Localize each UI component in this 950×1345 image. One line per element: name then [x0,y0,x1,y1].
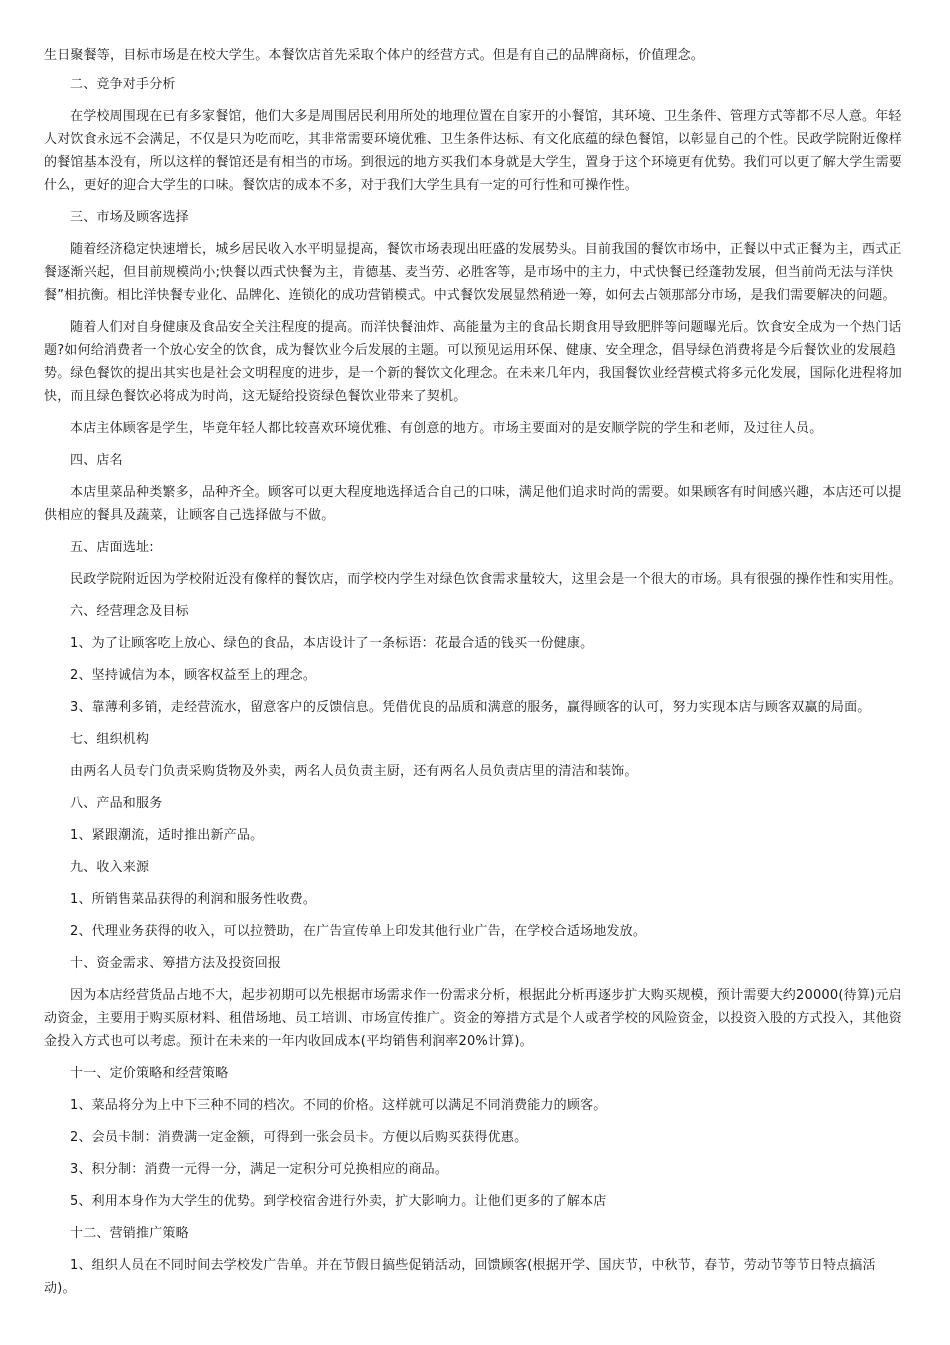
section-heading-organization: 七、组织机构 [70,732,150,747]
section-heading-marketing: 十二、营销推广策略 [70,1226,189,1241]
list-item-pricing-3: 3、积分制：消费一元得一分，满足一定积分可兑换相应的商品。 [70,1162,449,1177]
list-item-pricing-5: 5、利用本身作为大学生的优势。到学校宿舍进行外卖，扩大影响力。让他们更多的了解本店 [70,1194,607,1209]
section-heading-products: 八、产品和服务 [70,796,163,811]
section-heading-location: 五、店面选址: [70,540,154,555]
paragraph-main-customers: 本店主体顾客是学生，毕竟年轻人都比较喜欢环境优雅、有创意的地方。市场主要面对的是安顺学院的学生和老师，及过往人员。 [70,421,823,436]
section-heading-competitor-analysis: 二、竞争对手分析 [70,77,176,92]
list-item-philosophy-2: 2、坚持诚信为本，顾客权益至上的理念。 [70,668,317,683]
paragraph-intro-continuation: 生日聚餐等，目标市场是在校大学生。本餐饮店首先采取个体户的经营方式。但是有自己的品牌商标，价值理念。 [44,48,705,63]
paragraph-organization: 由两名人员专门负责采购货物及外卖，两名人员负责主厨，还有两名人员负责店里的清洁和装饰。 [70,764,638,779]
list-item-philosophy-3: 3、靠薄利多销，走经营流水，留意客户的反馈信息。凭借优良的品质和满意的服务，赢得顾客的认可，努力实现本店与顾客双赢的局面。 [70,700,871,715]
paragraph-funding: 因为本店经营货品占地不大，起步初期可以先根据市场需求作一份需求分析，根据此分析再逐步扩大购买规模，预计需要大约20000(待算)元启动资金，主要用于购买原材料、租借场地、员工培训、市场宣传推广。资金的筹措方式是个人或者学校的风险资金，以投资入股的方式投入，其他资金投入方式也可以考虑。预计在未来的一年内收回成本(平均销售利润率20%计算)。 [44,988,903,1049]
section-heading-philosophy: 六、经营理念及目标 [70,604,189,619]
list-item-philosophy-1: 1、为了让顾客吃上放心、绿色的食品，本店设计了一条标语：花最合适的钱买一份健康。 [70,636,594,651]
section-heading-pricing: 十一、定价策略和经营策略 [70,1066,229,1081]
paragraph-store-name: 本店里菜品种类繁多，品种齐全。顾客可以更大程度地选择适合自己的口味，满足他们追求时尚的需要。如果顾客有时间感兴趣，本店还可以提供相应的餐具及蔬菜，让顾客自己选择做与不做。 [44,485,902,523]
list-item-revenue-2: 2、代理业务获得的收入，可以拉赞助，在广告宣传单上印发其他行业广告，在学校合适场地发放。 [70,924,647,939]
list-item-pricing-2: 2、会员卡制：消费满一定金额，可得到一张会员卡。方便以后购买获得优惠。 [70,1130,528,1145]
paragraph-food-safety: 随着人们对自身健康及食品安全关注程度的提高。而洋快餐油炸、高能量为主的食品长期食用导致肥胖等问题曝光后。饮食安全成为一个热门话题?如何给消费者一个放心安全的饮食，成为餐饮业今后发展的主题。可以预见运用环保、健康、安全理念，倡导绿色消费将是今后餐饮业的发展趋势。绿色餐饮的提出其实也是社会文明程度的进步，是一个新的餐饮文化理念。在未来几年内，我国餐饮业经营模式将多元化发展，国际化进程将加快，而且绿色餐饮必将成为时尚，这无疑给投资绿色餐饮业带来了契机。 [44,320,903,404]
list-item-marketing-1: 1、组织人员在不同时间去学校发广告单。并在节假日搞些促销活动，回馈顾客(根据开学、国庆节，中秋节，春节，劳动节等节日特点搞活动)。 [44,1258,876,1296]
section-heading-funding: 十、资金需求、筹措方法及投资回报 [70,956,282,971]
paragraph-location: 民政学院附近因为学校附近没有像样的餐饮店，而学校内学生对绿色饮食需求量较大，这里会是一个很大的市场。具有很强的操作性和实用性。 [70,572,902,587]
list-item-revenue-1: 1、所销售菜品获得的利润和服务性收费。 [70,892,317,907]
section-heading-store-name: 四、店名 [70,453,123,468]
section-heading-revenue: 九、收入来源 [70,860,150,875]
paragraph-competitor-analysis: 在学校周围现在已有多家餐馆，他们大多是周围居民利用所处的地理位置在自家开的小餐馆，其环境、卫生条件、管理方式等都不尽人意。年轻人对饮食永远不会满足，不仅是只为吃而吃，其非常需要环境优雅、卫生条件达标、有文化底蕴的绿色餐馆，以彰显自己的个性。民政学院附近像样的餐馆基本没有，所以这样的餐馆还是有相当的市场。到很远的地方买我们本身就是大学生，置身于这个环境更有优势。我们可以更了解大学生需要什么，更好的迎合大学生的口味。餐饮店的成本不多，对于我们大学生具有一定的可行性和可操作性。 [44,109,903,193]
section-heading-market-customers: 三、市场及顾客选择 [70,210,189,225]
list-item-pricing-1: 1、菜品将分为上中下三种不同的档次。不同的价格。这样就可以满足不同消费能力的顾客。 [70,1098,607,1113]
list-item-products-1: 1、紧跟潮流，适时推出新产品。 [70,828,264,843]
paragraph-market-growth: 随着经济稳定快速增长，城乡居民收入水平明显提高，餐饮市场表现出旺盛的发展势头。目前我国的餐饮市场中，正餐以中式正餐为主，西式正餐逐渐兴起，但目前规模尚小;快餐以西式快餐为主，肯德基、麦当劳、必胜客等，是市场中的主力，中式快餐已经蓬勃发展，但当前尚无法与洋快餐”相抗衡。相比洋快餐专业化、品牌化、连锁化的成功营销模式。中式餐饮发展显然稍逊一筹，如何去占领那部分市场，是我们需要解决的问题。 [44,242,902,303]
